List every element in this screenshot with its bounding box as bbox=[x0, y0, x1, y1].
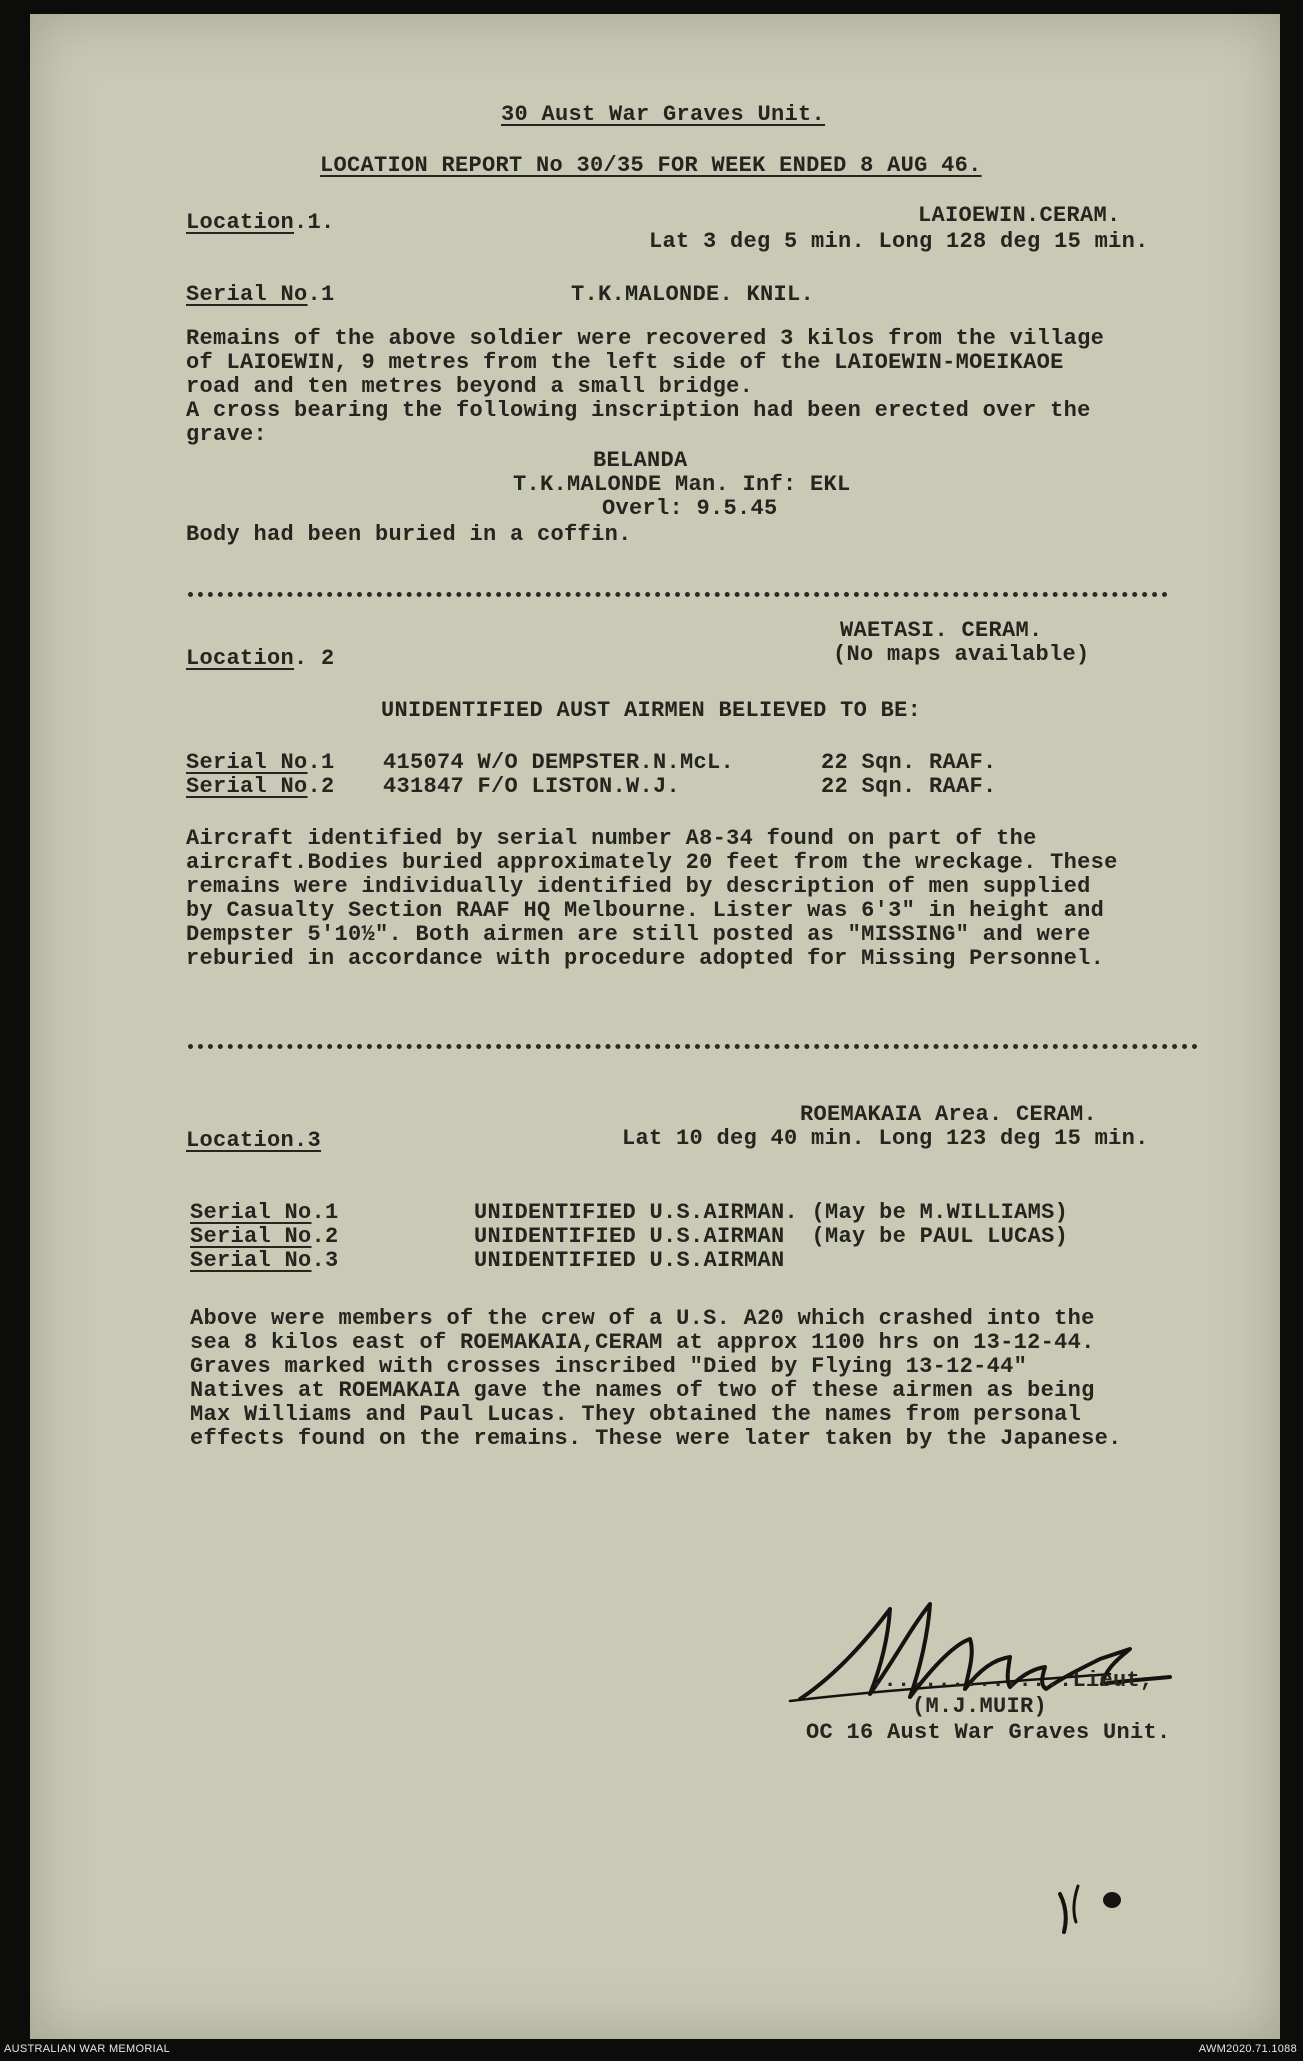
inscription-line: Overl: 9.5.45 bbox=[602, 496, 778, 521]
serial-number: .2 bbox=[307, 774, 335, 799]
serial-label: Serial No bbox=[190, 1200, 312, 1225]
location-1-body-line: grave: bbox=[186, 422, 268, 447]
inscription-line: T.K.MALONDE Man. Inf: EKL bbox=[513, 472, 851, 497]
location-3-body-line: Above were members of the crew of a U.S. A20 which crashed into the bbox=[190, 1306, 1095, 1331]
location-3-serial-2 bbox=[190, 1224, 339, 1250]
serial-number: .2 bbox=[311, 1224, 339, 1249]
location-3-body-line: Graves marked with crosses inscribed "Died by Flying 13-12-44" bbox=[190, 1354, 1028, 1379]
footer-archive-name: AUSTRALIAN WAR MEMORIAL bbox=[4, 2043, 171, 2055]
location-label: Location bbox=[186, 210, 295, 235]
unit-title: 30 Aust War Graves Unit. bbox=[501, 102, 826, 127]
location-1-soldier: T.K.MALONDE. KNIL. bbox=[571, 282, 815, 307]
signature-rank: ...............Lieut, bbox=[870, 1668, 1154, 1693]
location-number: .3 bbox=[294, 1128, 322, 1153]
serial-label: Serial No bbox=[190, 1248, 312, 1273]
location-2-body-line: Aircraft identified by serial number A8-34 found on part of the bbox=[186, 826, 1037, 851]
signatory-position: OC 16 Aust War Graves Unit. bbox=[806, 1720, 1171, 1745]
location-2-body-line: aircraft.Bodies buried approximately 20 feet from the wreckage. These bbox=[186, 850, 1118, 875]
location-number: .1. bbox=[294, 210, 335, 235]
serial-label: Serial No bbox=[186, 282, 308, 307]
signature-text: M Muir bbox=[770, 1589, 774, 1590]
location-2-heading bbox=[186, 646, 335, 672]
section-divider bbox=[188, 1044, 1198, 1049]
serial-number: .3 bbox=[311, 1248, 339, 1273]
location-label: Location bbox=[186, 646, 295, 671]
location-2-serial-1-unit: 22 Sqn. RAAF. bbox=[821, 750, 997, 775]
location-3-body-line: sea 8 kilos east of ROEMAKAIA,CERAM at approx 1100 hrs on 13-12-44. bbox=[190, 1330, 1095, 1355]
location-number: . 2 bbox=[294, 646, 335, 671]
serial-number: .1 bbox=[307, 282, 335, 307]
location-2-serial-1 bbox=[186, 750, 335, 776]
location-2-serial-2 bbox=[186, 774, 335, 800]
handwritten-mark-icon bbox=[1040, 1874, 1150, 1944]
location-1-coords: Lat 3 deg 5 min. Long 128 deg 15 min. bbox=[649, 229, 1149, 254]
location-3-body-line: Natives at ROEMAKAIA gave the names of two of these airmen as being bbox=[190, 1378, 1095, 1403]
location-1-serial bbox=[186, 282, 335, 308]
location-2-note: (No maps available) bbox=[833, 642, 1090, 667]
section-divider bbox=[188, 592, 1168, 597]
inscription-line: BELANDA bbox=[593, 448, 688, 473]
location-1-body-line: road and ten metres beyond a small bridge. bbox=[186, 374, 754, 399]
location-3-serial-3 bbox=[190, 1248, 339, 1274]
location-3-body-line: effects found on the remains. These were later taken by the Japanese. bbox=[190, 1426, 1122, 1451]
location-2-body-line: remains were individually identified by description of men supplied bbox=[186, 874, 1091, 899]
location-1-closing: Body had been buried in a coffin. bbox=[186, 522, 632, 547]
location-2-body-line: by Casualty Section RAAF HQ Melbourne. Lister was 6'3" in height and bbox=[186, 898, 1105, 923]
location-3-serial-2-text: UNIDENTIFIED U.S.AIRMAN (May be PAUL LUCAS) bbox=[474, 1224, 1069, 1249]
location-1-body-line: Remains of the above soldier were recovered 3 kilos from the village bbox=[186, 326, 1105, 351]
report-title: LOCATION REPORT No 30/35 FOR WEEK ENDED 8 AUG 46. bbox=[320, 153, 982, 178]
location-3-body-line: Max Williams and Paul Lucas. They obtained the names from personal bbox=[190, 1402, 1082, 1427]
location-2-place: WAETASI. CERAM. bbox=[840, 618, 1043, 643]
location-3-serial-1-text: UNIDENTIFIED U.S.AIRMAN. (May be M.WILLIAMS) bbox=[474, 1200, 1069, 1225]
location-2-serial-2-name: 431847 F/O LISTON.W.J. bbox=[383, 774, 681, 799]
location-label: Location bbox=[186, 1128, 295, 1153]
location-1-body-line: A cross bearing the following inscription had been erected over the bbox=[186, 398, 1091, 423]
location-1-place: LAIOEWIN.CERAM. bbox=[918, 203, 1121, 228]
location-2-subheading: UNIDENTIFIED AUST AIRMEN BELIEVED TO BE: bbox=[381, 698, 922, 723]
serial-number: .1 bbox=[311, 1200, 339, 1225]
signatory-name: (M.J.MUIR) bbox=[912, 1694, 1048, 1719]
location-3-coords: Lat 10 deg 40 min. Long 123 deg 15 min. bbox=[622, 1126, 1149, 1151]
location-2-serial-2-unit: 22 Sqn. RAAF. bbox=[821, 774, 997, 799]
location-3-serial-1 bbox=[190, 1200, 339, 1226]
serial-label: Serial No bbox=[186, 750, 308, 775]
location-2-body-line: reburied in accordance with procedure adopted for Missing Personnel. bbox=[186, 946, 1105, 971]
serial-label: Serial No bbox=[186, 774, 308, 799]
location-3-heading bbox=[186, 1128, 321, 1154]
document-page bbox=[30, 14, 1280, 2039]
location-3-place: ROEMAKAIA Area. CERAM. bbox=[800, 1102, 1098, 1127]
location-3-serial-3-text: UNIDENTIFIED U.S.AIRMAN bbox=[474, 1248, 785, 1273]
location-1-heading bbox=[186, 210, 335, 236]
location-2-serial-1-name: 415074 W/O DEMPSTER.N.McL. bbox=[383, 750, 735, 775]
footer-item-id: AWM2020.71.1088 bbox=[1198, 2043, 1297, 2055]
serial-label: Serial No bbox=[190, 1224, 312, 1249]
location-2-body-line: Dempster 5'10½". Both airmen are still posted as "MISSING" and were bbox=[186, 922, 1091, 947]
location-1-body-line: of LAIOEWIN, 9 metres from the left side of the LAIOEWIN-MOEIKAOE bbox=[186, 350, 1064, 375]
serial-number: .1 bbox=[307, 750, 335, 775]
